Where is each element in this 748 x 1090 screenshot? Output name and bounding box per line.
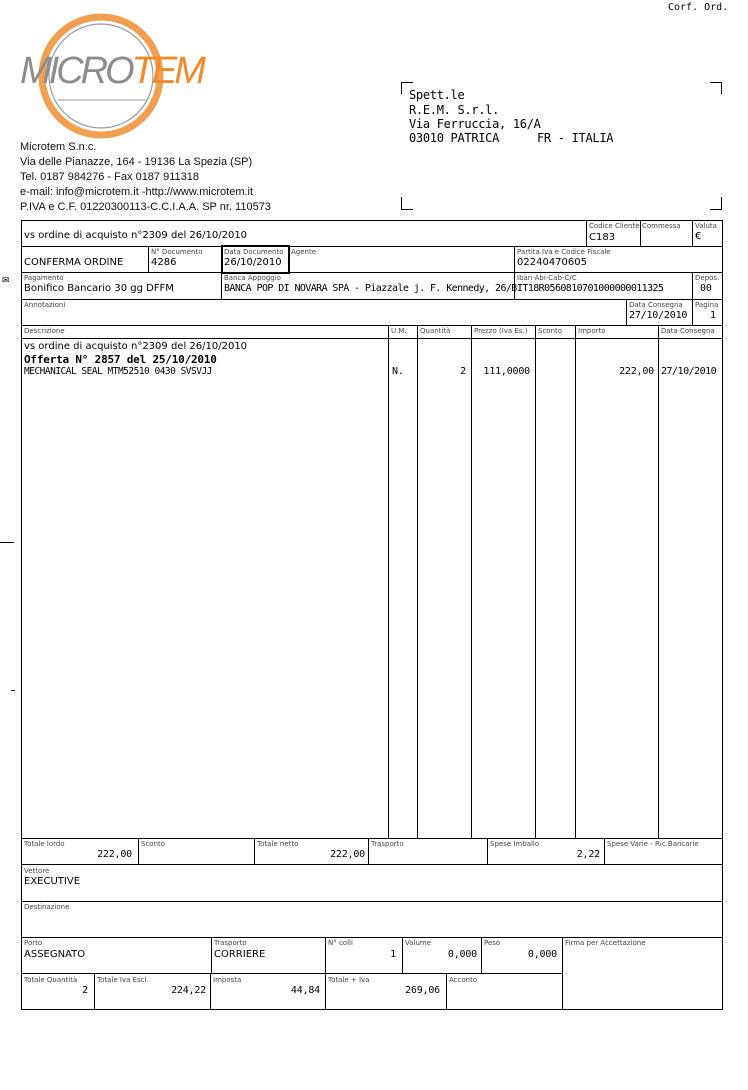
totale-iva-label: Totale + Iva bbox=[328, 976, 370, 984]
annotazioni-label: Annotazioni bbox=[24, 301, 66, 309]
col-header-um: U.M. bbox=[391, 327, 407, 335]
trasporto2-label: Trasporto bbox=[214, 939, 247, 947]
banca-label: Banca Appoggio bbox=[224, 274, 281, 282]
imposta-label: Imposta bbox=[213, 976, 242, 984]
pagina-value: 1 bbox=[710, 310, 716, 321]
spese-imballo-label: Spese Imballo bbox=[490, 840, 540, 848]
document-type: CONFERMA ORDINE bbox=[24, 257, 124, 268]
iban-label: Iban-Abi-Cab-C/C bbox=[517, 274, 577, 282]
pagina-label: Pagina bbox=[695, 301, 719, 309]
sender-phone: Tel. 0187 984276 - Fax 0187 911318 bbox=[20, 171, 199, 183]
totale-netto-label: Totale netto bbox=[257, 840, 299, 848]
imposta-value: 44,84 bbox=[290, 985, 320, 996]
sconto-label: Sconto bbox=[141, 840, 166, 848]
piva-value: 02240470605 bbox=[517, 257, 587, 268]
recipient-name: R.E.M. S.r.l. bbox=[409, 103, 500, 117]
peso-label: Peso bbox=[484, 939, 501, 947]
row-quantita: 2 bbox=[460, 366, 466, 377]
codice-cliente-label: Codice Cliente bbox=[589, 222, 640, 230]
punch-mark bbox=[11, 690, 15, 691]
depos-value: 00 bbox=[700, 283, 712, 294]
trasporto2-value: CORRIERE bbox=[214, 949, 266, 960]
col-header-quantita: Quantità bbox=[420, 327, 451, 335]
totale-lordo-value: 222,00 bbox=[97, 849, 132, 860]
row-importo: 222,00 bbox=[619, 366, 654, 377]
row-um: N. bbox=[392, 366, 404, 377]
num-documento-value: 4286 bbox=[151, 257, 177, 268]
spese-varie-label: Spese Varie - Ric.Bancarie bbox=[607, 840, 699, 848]
agente-label: Agente bbox=[291, 248, 317, 256]
pagamento-value: Bonifico Bancario 30 gg DFFM bbox=[24, 283, 174, 294]
data-consegna-value: 27/10/2010 bbox=[629, 310, 688, 321]
fold-mark bbox=[0, 542, 14, 543]
acconto-label: Acconto bbox=[449, 976, 478, 984]
vettore-value: EXECUTIVE bbox=[24, 876, 81, 887]
order-reference: vs ordine di acquisto n°2309 del 26/10/2010 bbox=[24, 230, 248, 241]
totale-quantita-label: Totale Quantità bbox=[24, 976, 78, 984]
porto-value: ASSEGNATO bbox=[24, 949, 86, 960]
row-descrizione: MECHANICAL SEAL MTM52510 0430 SVSVJJ bbox=[24, 366, 212, 377]
sender-web: e-mail: info@microtem.it -http://www.microtem.it bbox=[20, 186, 254, 198]
sender-address: Via delle Pianazze, 164 - 19136 La Spezia (SP) bbox=[20, 156, 253, 168]
totale-iva-escl-value: 224,22 bbox=[171, 985, 206, 996]
sender-vat: P.IVA e C.F. 01220300113-C.C.I.A.A. SP nr. 110573 bbox=[20, 201, 271, 213]
envelope-icon: ✉ bbox=[2, 276, 10, 286]
row-data-consegna: 27/10/2010 bbox=[661, 366, 717, 377]
porto-label: Porto bbox=[24, 939, 43, 947]
colli-label: N° colli bbox=[328, 939, 353, 947]
col-header-importo: Importo bbox=[578, 327, 606, 335]
col-header-sconto: Sconto bbox=[538, 327, 563, 335]
valuta-value: € bbox=[695, 231, 702, 242]
trasporto-label: Trasporto bbox=[371, 840, 404, 848]
totale-quantita-value: 2 bbox=[82, 985, 88, 996]
data-documento-value: 26/10/2010 bbox=[224, 257, 282, 268]
totale-lordo-label: Totale lordo bbox=[24, 840, 65, 848]
totale-iva-escl-label: Totale Iva Escl. bbox=[97, 976, 149, 984]
data-documento-label: Data Documento bbox=[224, 248, 284, 256]
recipient-heading: Spett.le bbox=[409, 88, 465, 102]
piva-label: Partita Iva e Codice Fiscale bbox=[517, 248, 611, 256]
col-header-data-consegna: Data Consegna bbox=[661, 327, 715, 335]
destinazione-label: Destinazione bbox=[24, 903, 70, 911]
volume-label: Volume bbox=[405, 939, 432, 947]
col-header-descrizione: Descrizione bbox=[24, 327, 65, 335]
pagamento-label: Pagamento bbox=[24, 274, 64, 282]
logo-text-micro: MICRO bbox=[20, 50, 132, 92]
table-offer-line: Offerta N° 2857 del 25/10/2010 bbox=[24, 353, 217, 366]
totale-netto-value: 222,00 bbox=[330, 849, 365, 860]
depos-label: Depos. bbox=[695, 274, 720, 282]
recipient-street: Via Ferruccia, 16/A bbox=[409, 117, 541, 131]
row-prezzo: 111,0000 bbox=[483, 366, 530, 377]
colli-value: 1 bbox=[390, 949, 396, 960]
logo-text-tem: TEM bbox=[131, 50, 203, 92]
firma-label: Firma per Accettazione bbox=[565, 939, 646, 947]
table-ref-line: vs ordine di acquisto n°2309 del 26/10/2010 bbox=[24, 341, 248, 352]
codice-cliente-value: C183 bbox=[589, 232, 616, 243]
banca-value: BANCA POP DI NOVARA SPA - Piazzale j. F. Kennedy, 26/B bbox=[224, 283, 517, 294]
iban-value: IT18R0560810701000000011325 bbox=[517, 283, 664, 294]
commessa-label: Commessa bbox=[642, 222, 681, 230]
col-header-prezzo: Prezzo (Iva Es.) bbox=[474, 327, 528, 335]
valuta-label: Valuta bbox=[695, 222, 717, 230]
recipient-city: 03010 PATRICA bbox=[409, 131, 500, 145]
num-documento-label: N° Documento bbox=[151, 248, 203, 256]
corner-label: Corf. Ord. bbox=[668, 2, 729, 13]
volume-value: 0,000 bbox=[447, 949, 477, 960]
data-consegna-label: Data Consegna bbox=[629, 301, 683, 309]
vettore-label: Vettore bbox=[24, 867, 50, 875]
recipient-country: FR - ITALIA bbox=[537, 131, 614, 145]
peso-value: 0,000 bbox=[527, 949, 557, 960]
sender-name: Microtem S.n.c. bbox=[20, 141, 97, 153]
totale-iva-value: 269,06 bbox=[405, 985, 440, 996]
spese-imballo-value: 2,22 bbox=[576, 849, 600, 860]
